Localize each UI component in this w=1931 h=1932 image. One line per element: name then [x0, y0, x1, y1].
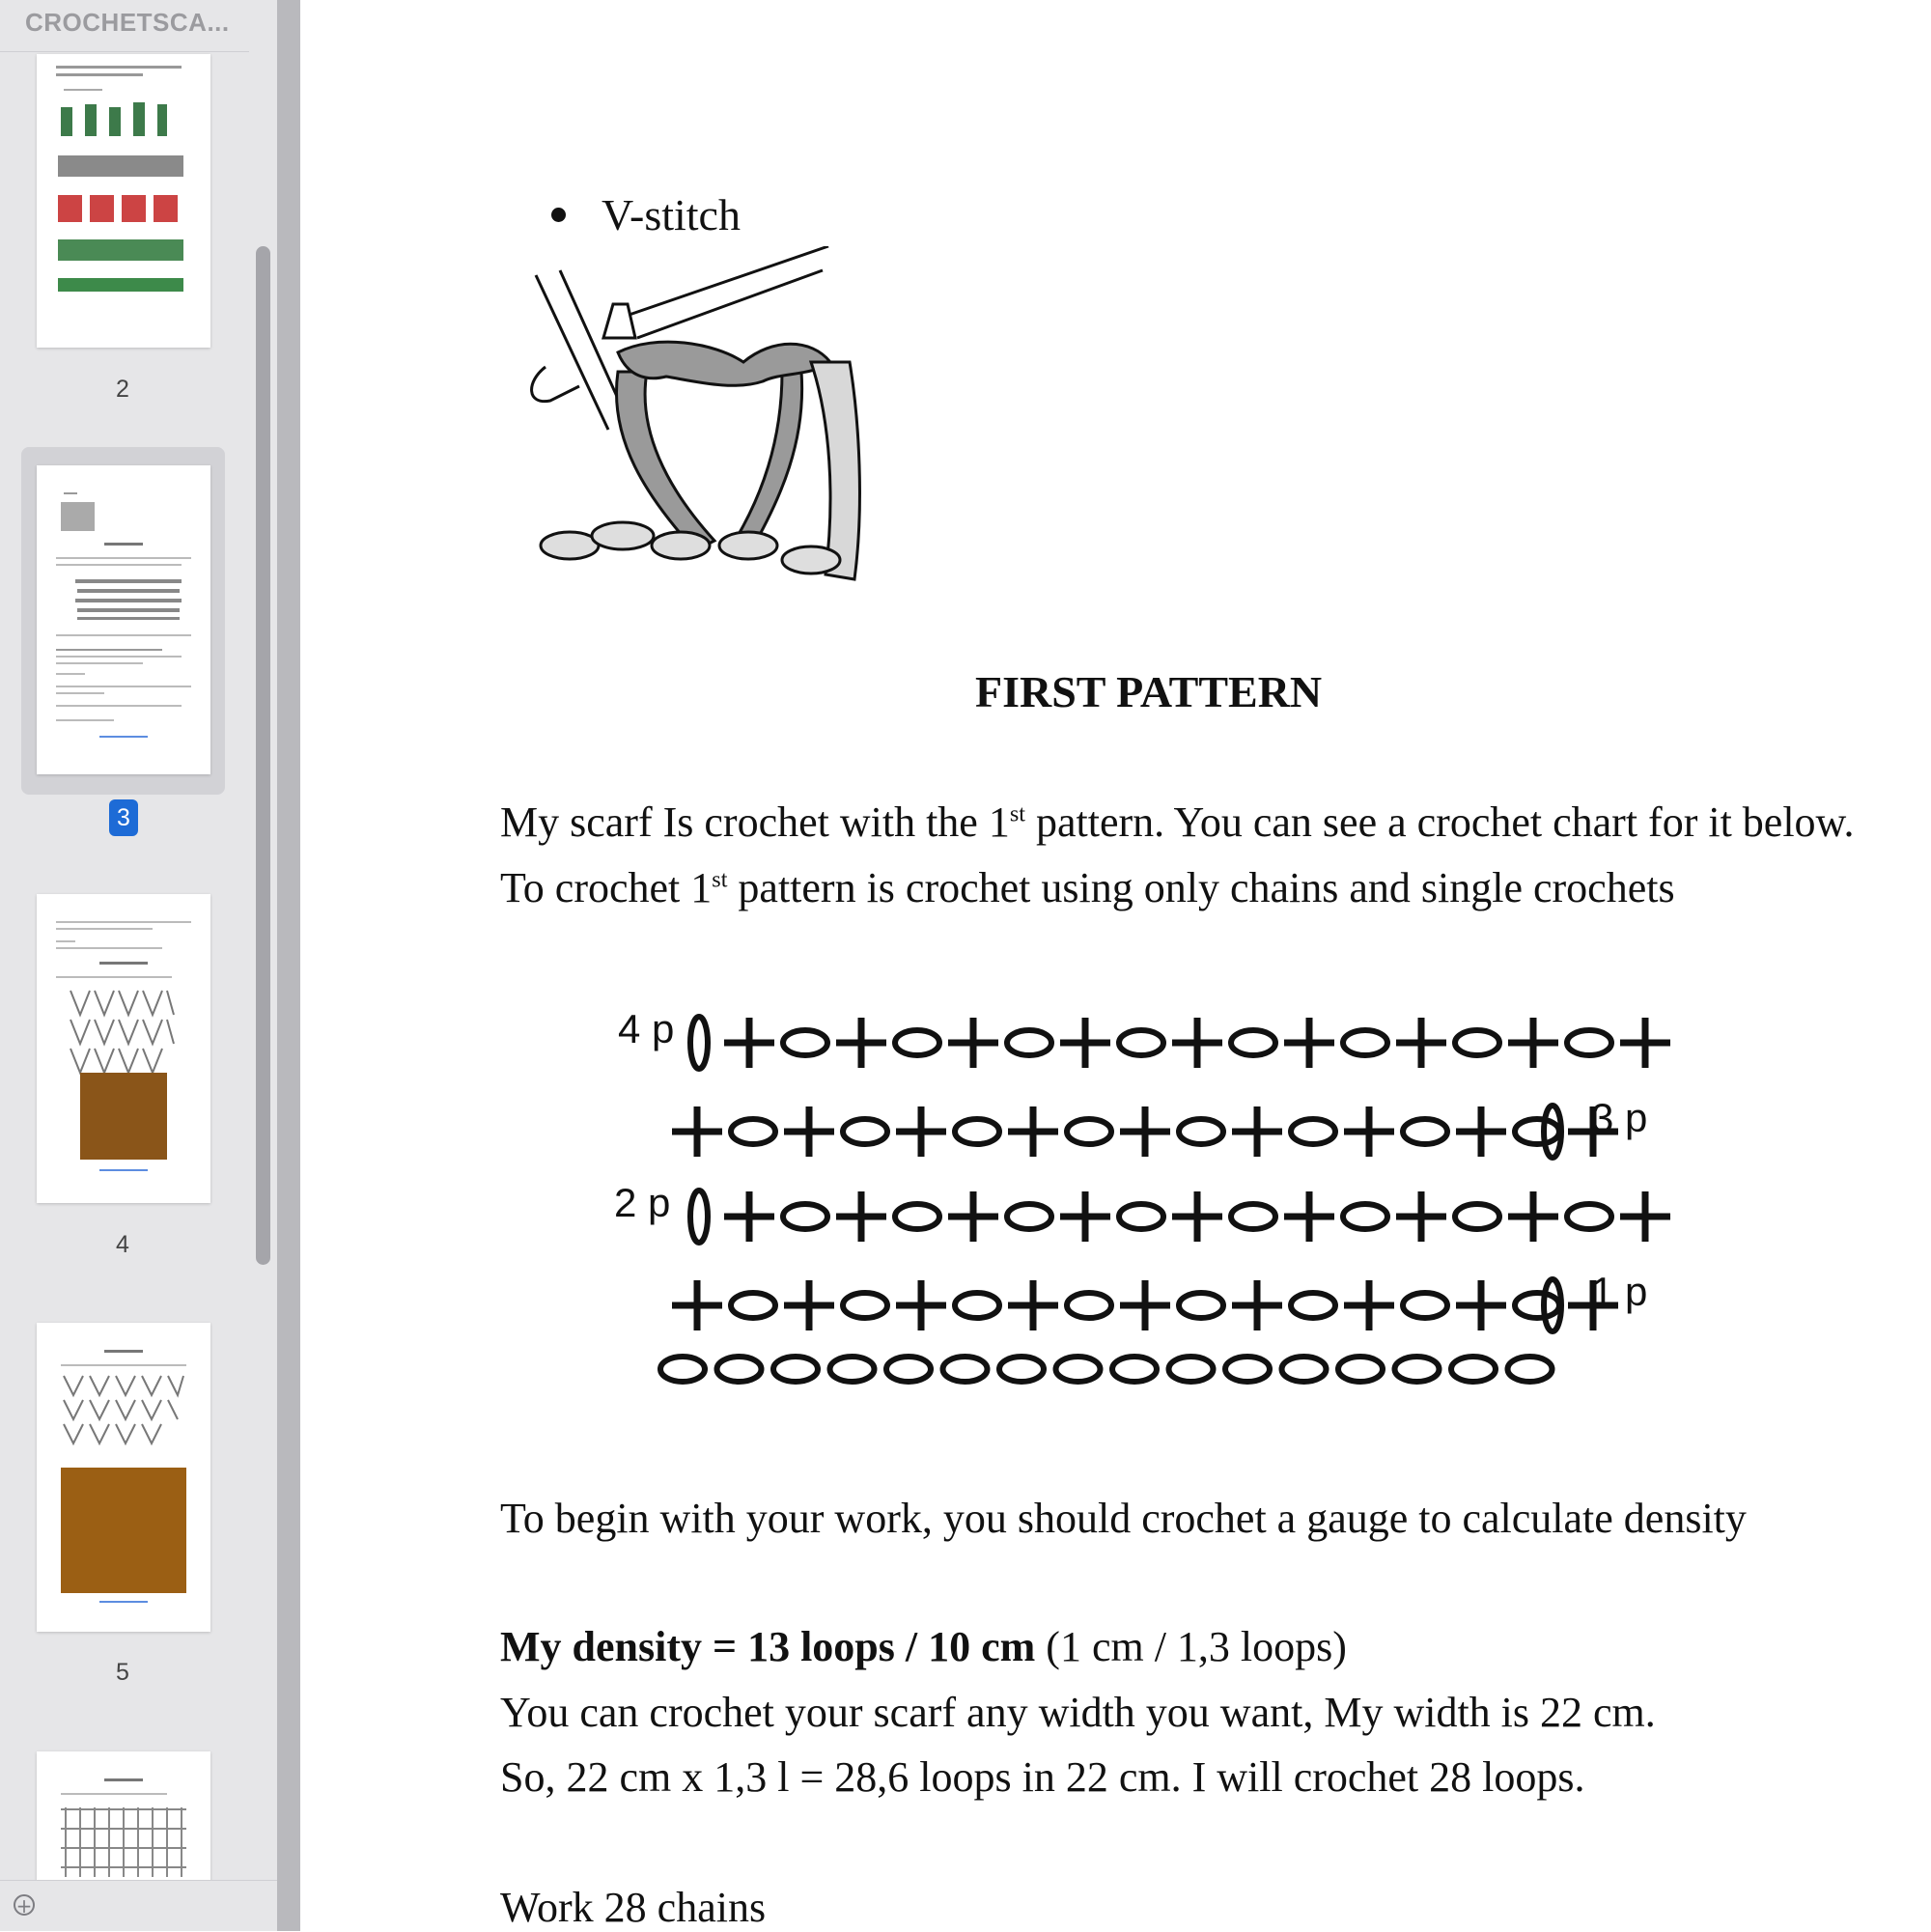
- turning-chain-symbol: [690, 1190, 708, 1243]
- sidebar-scrollbar-thumb[interactable]: [256, 246, 270, 1265]
- chain-symbol: [1567, 1204, 1611, 1229]
- single-crochet-symbol: [1284, 1018, 1334, 1068]
- chain-symbol: [1119, 1030, 1163, 1055]
- intro-line-2-text-b: pattern is crochet using only chains and single crochets: [727, 864, 1675, 911]
- chain-symbol: [1508, 1357, 1553, 1382]
- single-crochet-symbol: [1396, 1191, 1446, 1242]
- chain-symbol: [895, 1204, 939, 1229]
- chain-symbol: [843, 1293, 887, 1318]
- intro-line-1: [500, 798, 1854, 847]
- page-thumbnail-5[interactable]: [37, 1323, 210, 1632]
- single-crochet-symbol: [1456, 1106, 1506, 1157]
- chain-symbol: [999, 1357, 1044, 1382]
- single-crochet-symbol: [1060, 1018, 1110, 1068]
- chain-symbol: [843, 1119, 887, 1144]
- single-crochet-symbol: [1620, 1191, 1670, 1242]
- single-crochet-symbol: [896, 1280, 946, 1330]
- intro-line-2-superscript: st: [712, 866, 728, 893]
- chain-symbol: [1179, 1293, 1223, 1318]
- sidebar-footer: [0, 1880, 277, 1931]
- chain-symbol: [895, 1030, 939, 1055]
- page-thumbnail-4[interactable]: [37, 894, 210, 1203]
- single-crochet-symbol: [672, 1106, 722, 1157]
- chain-symbol: [773, 1357, 818, 1382]
- chain-symbol: [886, 1357, 931, 1382]
- plus-circle-icon[interactable]: +: [14, 1894, 35, 1916]
- chain-symbol: [717, 1357, 762, 1382]
- single-crochet-symbol: [1060, 1191, 1110, 1242]
- chain-symbol: [1515, 1119, 1559, 1144]
- sidebar-divider: [0, 51, 249, 52]
- page-2-preview: [37, 54, 210, 348]
- chain-symbol: [783, 1030, 827, 1055]
- bullet-icon: [551, 208, 566, 222]
- page-3-preview: [37, 465, 210, 774]
- intro-line-2: [500, 863, 1675, 912]
- chain-symbol: [1403, 1119, 1447, 1144]
- single-crochet-symbol: [784, 1280, 834, 1330]
- single-crochet-symbol: [1344, 1280, 1394, 1330]
- turning-chain-symbol: [1544, 1279, 1561, 1331]
- chain-symbol: [1007, 1204, 1051, 1229]
- chain-symbol: [1112, 1357, 1157, 1382]
- calc-line: So, 22 cm x 1,3 l = 28,6 loops in 22 cm. I will crochet 28 loops.: [500, 1753, 1585, 1801]
- chain-symbol: [1395, 1357, 1440, 1382]
- chain-symbol: [1455, 1204, 1499, 1229]
- single-crochet-symbol: [1284, 1191, 1334, 1242]
- chain-symbol: [1403, 1293, 1447, 1318]
- page-thumbnail-2[interactable]: [37, 54, 210, 348]
- chain-symbol: [1291, 1119, 1335, 1144]
- row-label-3: 3 p: [1591, 1095, 1648, 1140]
- chain-symbol: [1056, 1357, 1101, 1382]
- turning-chain-symbol: [1544, 1106, 1561, 1158]
- single-crochet-symbol: [1396, 1018, 1446, 1068]
- chain-symbol: [1338, 1357, 1383, 1382]
- row-label-1: 1 p: [1591, 1269, 1648, 1314]
- chain-symbol: [660, 1357, 705, 1382]
- single-crochet-symbol: [1456, 1280, 1506, 1330]
- intro-line-1-text-b: pattern. You can see a crochet chart for it below.: [1024, 798, 1855, 846]
- width-line: You can crochet your scarf any width you want, My width is 22 cm.: [500, 1689, 1656, 1736]
- chain-symbol: [830, 1357, 875, 1382]
- chain-symbol: [943, 1357, 988, 1382]
- single-crochet-symbol: [724, 1191, 774, 1242]
- chain-symbol: [1291, 1293, 1335, 1318]
- single-crochet-symbol: [724, 1018, 774, 1068]
- v-stitch-illustration: [521, 246, 869, 594]
- single-crochet-symbol: [836, 1018, 886, 1068]
- chain-symbol: [1231, 1204, 1275, 1229]
- single-crochet-symbol: [896, 1106, 946, 1157]
- sidebar-splitter[interactable]: [277, 0, 300, 1931]
- chain-symbol: [731, 1119, 775, 1144]
- page-number-5: 5: [116, 1659, 129, 1686]
- row-label-4: 4 p: [618, 1006, 675, 1051]
- page-thumbnail-6[interactable]: [37, 1751, 210, 1881]
- density-line: [500, 1622, 1347, 1671]
- gauge-text: To begin with your work, you should crochet a gauge to calculate density: [500, 1495, 1747, 1542]
- single-crochet-symbol: [1508, 1018, 1558, 1068]
- chain-symbol: [1119, 1204, 1163, 1229]
- single-crochet-symbol: [1008, 1280, 1058, 1330]
- density-bold: My density = 13 loops / 10 cm: [500, 1623, 1036, 1670]
- single-crochet-symbol: [1008, 1106, 1058, 1157]
- chain-symbol: [1007, 1030, 1051, 1055]
- chain-symbol: [1343, 1204, 1387, 1229]
- bullet-text: V-stitch: [602, 190, 741, 239]
- chain-symbol: [1451, 1357, 1496, 1382]
- chain-symbol: [1179, 1119, 1223, 1144]
- single-crochet-symbol: [1344, 1106, 1394, 1157]
- row-label-2: 2 p: [614, 1180, 671, 1225]
- single-crochet-symbol: [1172, 1018, 1222, 1068]
- chain-symbol: [1231, 1030, 1275, 1055]
- single-crochet-symbol: [1172, 1191, 1222, 1242]
- page-4-preview: [37, 894, 210, 1203]
- page-number-3: 3: [109, 799, 138, 836]
- document-title: CROCHETSCA...: [25, 8, 230, 37]
- chain-symbol: [731, 1293, 775, 1318]
- intro-line-1-text-a: My scarf Is crochet with the 1: [500, 798, 1010, 846]
- section-heading: FIRST PATTERN: [975, 667, 1323, 716]
- chain-symbol: [1282, 1357, 1327, 1382]
- chain-symbol: [783, 1204, 827, 1229]
- single-crochet-symbol: [1508, 1191, 1558, 1242]
- chain-symbol: [1225, 1357, 1270, 1382]
- crochet-chart: [579, 994, 1680, 1410]
- chain-symbol: [955, 1119, 999, 1144]
- single-crochet-symbol: [1120, 1106, 1170, 1157]
- chain-symbol: [1067, 1293, 1111, 1318]
- chain-symbol: [1067, 1119, 1111, 1144]
- single-crochet-symbol: [948, 1018, 998, 1068]
- chain-symbol: [1515, 1293, 1559, 1318]
- chart-symbols: [660, 1017, 1670, 1382]
- chain-symbol: [1455, 1030, 1499, 1055]
- chain-symbol: [1343, 1030, 1387, 1055]
- page-6-preview: [37, 1751, 210, 1881]
- single-crochet-symbol: [1620, 1018, 1670, 1068]
- single-crochet-symbol: [672, 1280, 722, 1330]
- chain-symbol: [1169, 1357, 1214, 1382]
- intro-line-2-text-a: To crochet 1: [500, 864, 713, 911]
- page-number-4: 4: [116, 1231, 129, 1258]
- thumbnail-sidebar: [0, 0, 277, 1931]
- chain-symbol: [1567, 1030, 1611, 1055]
- work-line: Work 28 chains: [500, 1884, 767, 1931]
- turning-chain-symbol: [690, 1017, 708, 1069]
- chain-symbol: [955, 1293, 999, 1318]
- page-5-preview: [37, 1323, 210, 1632]
- single-crochet-symbol: [836, 1191, 886, 1242]
- single-crochet-symbol: [1232, 1280, 1282, 1330]
- single-crochet-symbol: [948, 1191, 998, 1242]
- density-rest: (1 cm / 1,3 loops): [1035, 1623, 1347, 1670]
- page-thumbnail-3[interactable]: [37, 465, 210, 774]
- single-crochet-symbol: [784, 1106, 834, 1157]
- page-number-2: 2: [116, 376, 129, 403]
- intro-line-1-superscript: st: [1009, 800, 1025, 827]
- single-crochet-symbol: [1232, 1106, 1282, 1157]
- single-crochet-symbol: [1120, 1280, 1170, 1330]
